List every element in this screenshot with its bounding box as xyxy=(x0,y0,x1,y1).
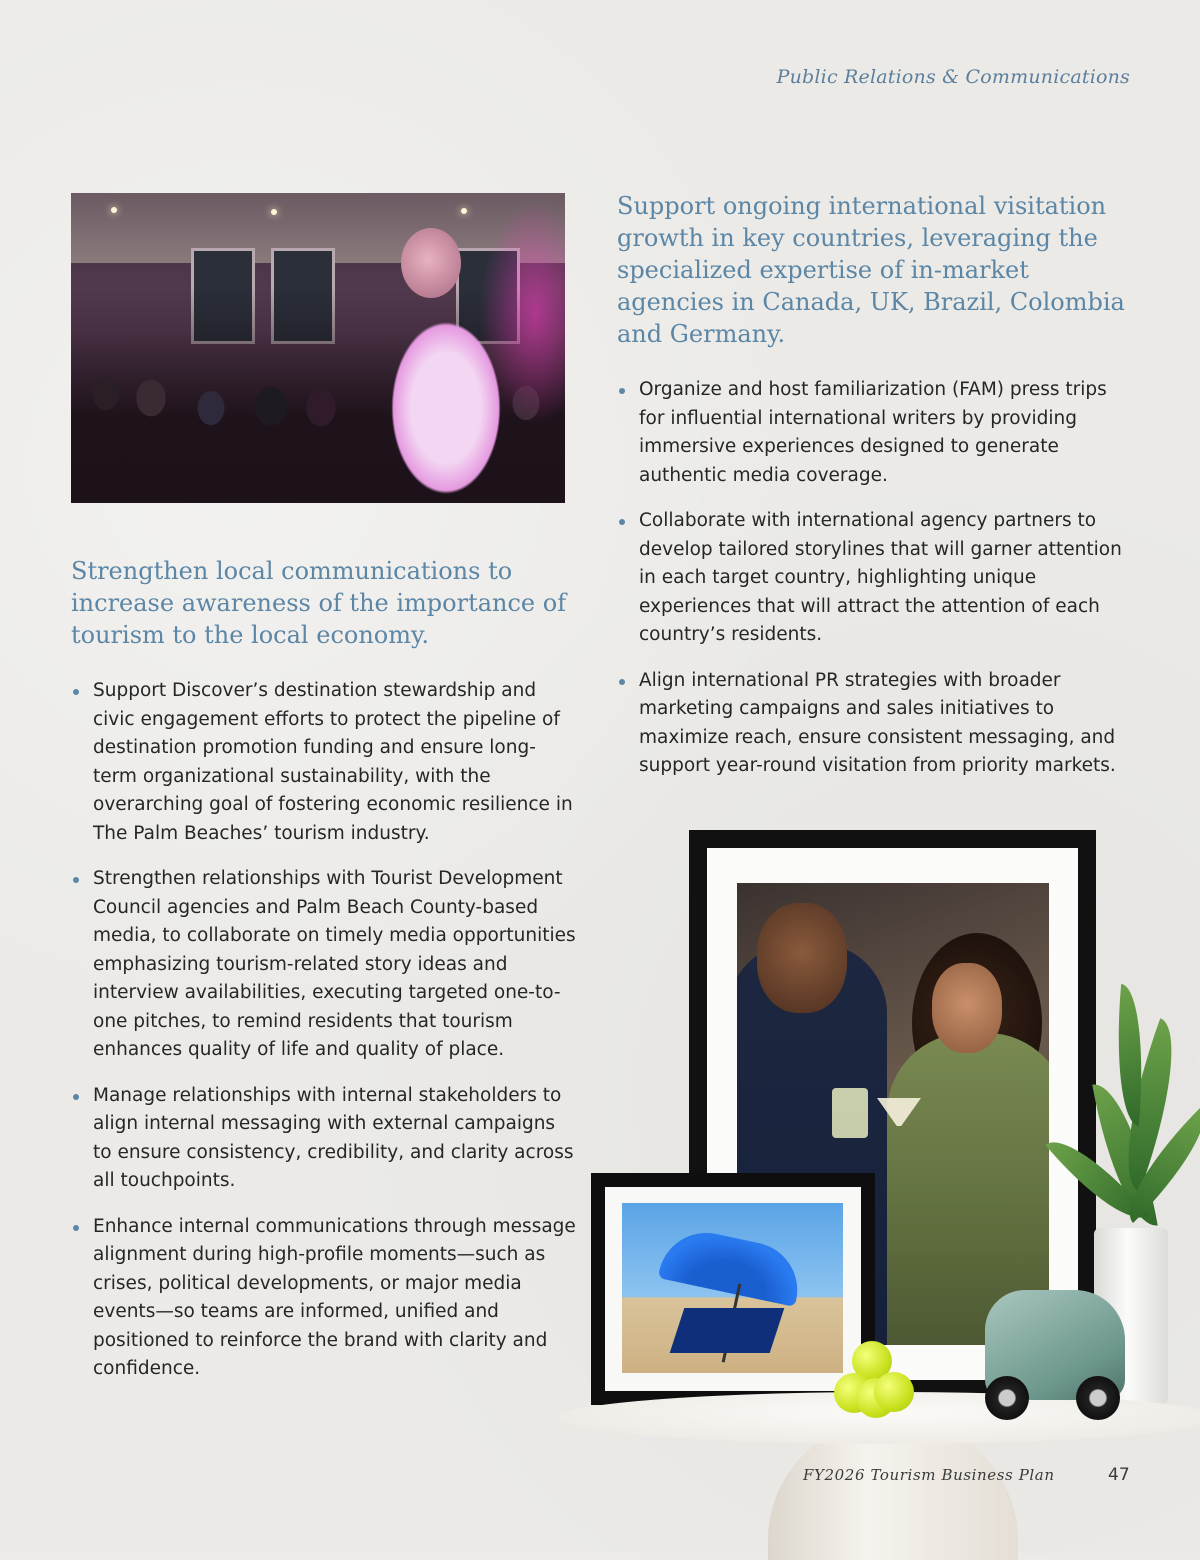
event-photo xyxy=(71,193,565,503)
international-heading: Support ongoing international visitation growth in key countries, leveraging the specialized expertise of in-market agencies in Canada, UK, Brazil, Colombia and Germany. xyxy=(617,192,1125,348)
cocktail-glass xyxy=(832,1088,868,1138)
beach-umbrella-photo xyxy=(622,1203,843,1373)
scooter-wheel xyxy=(985,1376,1029,1420)
photo-woman-face xyxy=(932,963,1002,1053)
beach-chair xyxy=(670,1308,785,1353)
local-section xyxy=(71,555,576,1401)
list-item: Organize and host familiarization (FAM) press trips for influential international writers by providing immersive experiences designed to generate authentic media coverage. xyxy=(617,376,1137,490)
small-picture-frame xyxy=(591,1173,875,1405)
page-number: 47 xyxy=(1108,1465,1130,1485)
photo-man-head xyxy=(757,903,847,1013)
ceiling-light xyxy=(111,207,117,213)
tennis-ball xyxy=(874,1372,914,1412)
local-heading: Strengthen local communications to increase awareness of the importance of tourism to the local economy. xyxy=(71,557,567,649)
international-section xyxy=(617,190,1137,798)
list-item: Manage relationships with internal stakeholders to align internal messaging with external campaigns to ensure consistency, credibility, and clarity across all touchpoints. xyxy=(71,1082,576,1196)
ceiling-light xyxy=(271,209,277,215)
beach-umbrella xyxy=(658,1224,806,1307)
list-item: Collaborate with international agency partners to develop tailored storylines that will garner attention in each target country, highlighting unique experiences that will attract the attention of each country’s residents. xyxy=(617,507,1137,650)
local-bullet-list xyxy=(71,677,576,1384)
list-item: Enhance internal communications through message alignment during high-profile moments—such as crises, political developments, or major media events—so teams are informed, unified and positioned to reinforce the brand with clarity and confidence. xyxy=(71,1213,576,1384)
list-item: Support Discover’s destination stewardship and civic engagement efforts to protect the pipeline of destination promotion funding and ensure long-term organizational sustainability, with the overarching goal of fostering economic resilience in The Palm Beaches’ tourism industry. xyxy=(71,677,576,848)
international-bullet-list xyxy=(617,376,1137,781)
scooter-wheel xyxy=(1076,1376,1120,1420)
list-item: Strengthen relationships with Tourist Development Council agencies and Palm Beach County-based media, to collaborate on timely media opportunities emphasizing tourism-related story ideas and interview availabilities, executing targeted one-to-one pitches, to remind residents that tourism enhances quality of life and quality of place. xyxy=(71,865,576,1065)
list-item: Align international PR strategies with broader marketing campaigns and sales initiatives to maximize reach, ensure consistent messaging, and support year-round visitation from priority markets. xyxy=(617,667,1137,781)
footer-document-title: FY2026 Tourism Business Plan xyxy=(803,1466,1055,1484)
section-label: Public Relations & Communications xyxy=(776,66,1130,88)
photo-pink-glow xyxy=(445,193,565,503)
